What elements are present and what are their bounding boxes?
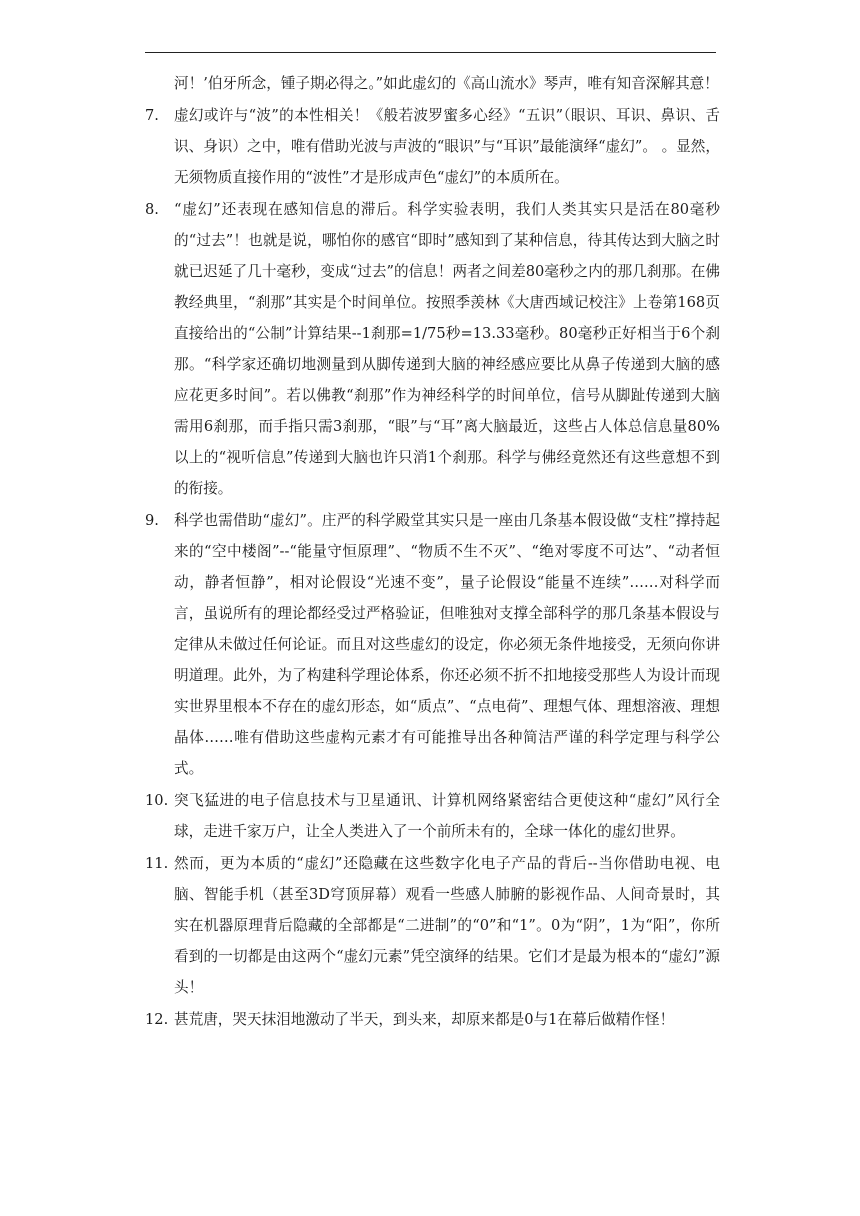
paragraph-11 [145,848,720,1003]
paragraph-continued [145,68,720,99]
document-body [145,68,720,1036]
paragraph-text: 甚荒唐，哭天抹泪地激动了半天，到头来，却原来都是0与1在幕后做精作怪！ [174,1011,675,1028]
paragraph-text: 虚幻或许与“波”的本性相关！《般若波罗蜜多心经》“五识”（眼识、耳识、鼻识、舌识、身识）之中，唯有借助光波与声波的“眼识”与“耳识”最能演绎“虚幻”。 。显然，无须物质直接作用的“波性”才是形成声色“虚幻”的本质所在。 [174,107,720,186]
paragraph-number: 11. [145,855,169,872]
paragraph-text: 科学也需借助“虚幻”。庄严的科学殿堂其实只是一座由几条基本假设做“支柱”撑持起来的“空中楼阁”--“能量守恒原理”、“物质不生不灭”、“绝对零度不可达”、“动者恒动，静者恒静”，相对论假设“光速不变”，量子论假设“能量不连续”……对科学而言，虽说所有的理论都经受过严格验证，但唯独对支撑全部科学的那几条基本假设与定律从未做过任何论证。而且对这些虚幻的设定，你必须无条件地接受，无须向你讲明道理。此外，为了构建科学理论体系，你还必须不折不扣地接受那些人为设计而现实世界里根本不存在的虚幻形态，如“质点”、“点电荷”、理想气体、理想溶液、理想晶体……唯有借助这些虚构元素才有可能推导出各种简洁严谨的科学定理与科学公式。 [174,512,720,777]
paragraph-text: “虚幻”还表现在感知信息的滞后。科学实验表明，我们人类其实只是活在80毫秒的“过去”！也就是说，哪怕你的感官“即时”感知到了某种信息，待其传达到大脑之时就已迟延了几十毫秒，变成“过去”的信息！两者之间差80毫秒之内的那几刹那。在佛教经典里，“刹那”其实是个时间单位。按照季羡林《大唐西域记校注》上卷第168页直接给出的“公制”计算结果--1刹那=1/75秒=13.33毫秒。80毫秒正好相当于6个刹那。“科学家还确切地测量到从脚传递到大脑的神经感应要比从鼻子传递到大脑的感应花更多时间”。若以佛教“刹那”作为神经科学的时间单位，信号从脚趾传递到大脑需用6刹那，而手指只需3刹那，“眼”与“耳”离大脑最近，这些占人体总信息量80%以上的“视听信息”传递到大脑也许只消1个刹那。科学与佛经竟然还有这些意想不到的衔接。 [174,201,720,497]
paragraph-10 [145,785,720,847]
paragraph-9 [145,505,720,784]
paragraph-number: 7. [145,107,159,124]
header-rule [145,52,716,53]
paragraph-text: 然而，更为本质的“虚幻”还隐藏在这些数字化电子产品的背后--当你借助电视、电脑、智能手机（甚至3D穹顶屏幕）观看一些感人肺腑的影视作品、人间奇景时，其实在机器原理背后隐藏的全部都是“二进制”的“0”和“1”。0为“阴”，1为“阳”，你所看到的一切都是由这两个“虚幻元素”凭空演绎的结果。它们才是最为根本的“虚幻”源头！ [174,855,720,996]
paragraph-text: 河！’伯牙所念，锺子期必得之。”如此虚幻的《高山流水》琴声，唯有知音深解其意！ [174,75,719,92]
paragraph-7 [145,100,720,193]
paragraph-number: 8. [145,201,159,218]
paragraph-text: 突飞猛进的电子信息技术与卫星通讯、计算机网络紧密结合更使这种“虚幻”风行全球，走进千家万户，让全人类进入了一个前所未有的，全球一体化的虚幻世界。 [174,792,720,840]
paragraph-12 [145,1004,720,1035]
paragraph-number: 9. [145,512,159,529]
paragraph-number: 12. [145,1011,169,1028]
paragraph-8 [145,194,720,504]
paragraph-number: 10. [145,792,169,809]
